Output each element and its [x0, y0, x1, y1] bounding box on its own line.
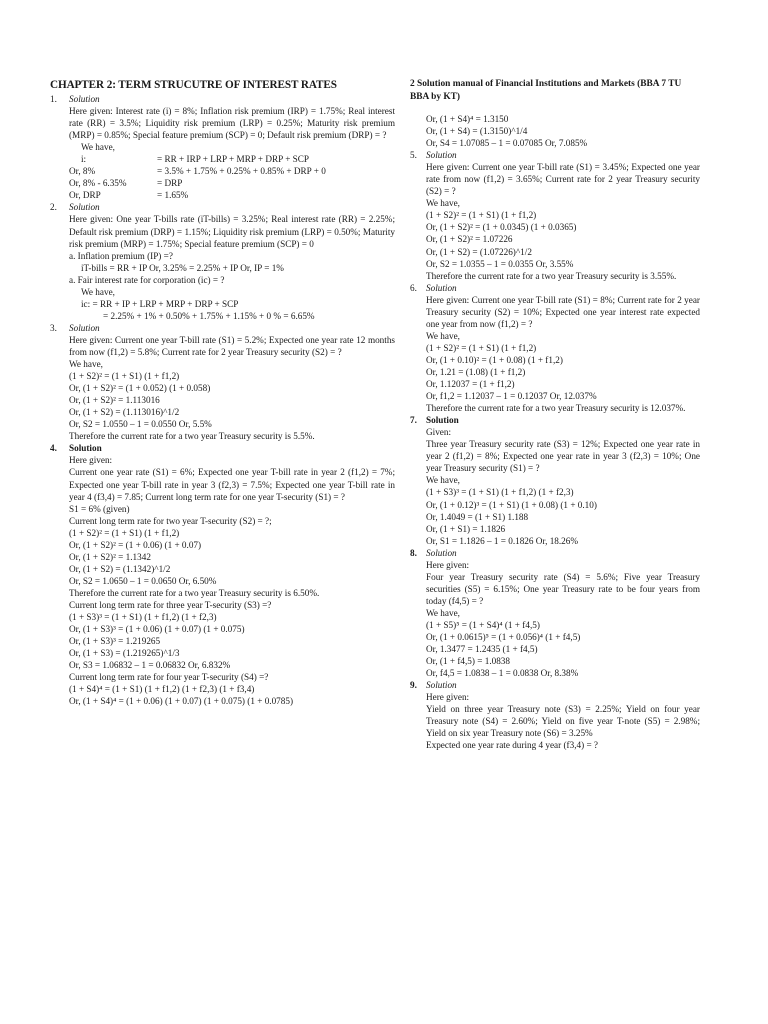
solution-number: 2.: [50, 202, 57, 213]
conclusion: Therefore the current rate for a two year Treasury security is 3.55%.: [426, 270, 677, 281]
given-label: Here given:: [426, 559, 470, 570]
equation-line: Or, 1.4049 = (1 + S1) 1.188: [426, 511, 529, 522]
equation-line: Or, (1 + 0.12)³ = (1 + S1) (1 + 0.08) (1 + 0.10): [426, 499, 597, 510]
equation-line: (1 + S2)² = (1 + S1) (1 + f1,2): [426, 210, 537, 221]
we-have: We have,: [426, 330, 460, 341]
given-text: Yield on three year Treasury note (S3) = 2.25%; Yield on four year Treasury note (S4) = 2.60%; Yield on five year T-note (S5) = 2.98%; Yield on six year Treasury note (S6) = 3.25%: [426, 704, 700, 739]
solution-heading: Solution: [426, 547, 457, 558]
given-text: Four year Treasury security rate (S4) = 5.6%; Five year Treasury securities (S5) = 6.15%; One year Treasury rate to be four years from today (f4,5) = ?: [426, 571, 700, 606]
equation-line: Current long term rate for four year T-security (S4) =?: [69, 672, 269, 683]
solution-heading: Solution: [426, 680, 457, 691]
equation-line: Or, (1 + S2)² = 1.113016: [69, 395, 160, 406]
conclusion: Therefore the current rate for a two year Treasury security is 5.5%.: [69, 431, 315, 442]
solution-heading: Solution: [69, 94, 100, 104]
equation-line: Or, 1.21 = (1.08) (1 + f1,2): [426, 366, 526, 377]
equation-line: Or, (1 + S3) = (1.219265)^1/3: [69, 648, 180, 659]
given-text: Here given: Interest rate (i) = 8%; Inflation risk premium (IRP) = 1.75%; Real interest rate (RR) = 3.5%; Liquidity risk premium (LRP) = 0.25%; Maturity risk premium (MRP) = 0.85%; Special feature premium (SCP) = 0; Default risk premium (DRP) = ?: [69, 106, 395, 141]
solution-heading: Solution: [426, 150, 457, 161]
given-label: Here given:: [69, 455, 113, 466]
equation-line: (1 + S5)⁵ = (1 + S4)⁴ (1 + f4,5): [426, 619, 540, 630]
equation-line: Current long term rate for two year T-security (S2) = ?;: [69, 515, 272, 526]
running-header: 2 Solution manual of Financial Institutions and Markets (BBA 7 TU BBA by KT): [410, 79, 682, 102]
solution-number: 1.: [50, 94, 57, 104]
given-text: Three year Treasury security rate (S3) = 12%; Expected one year rate in year 2 (f1,2) = 8%; Expected one year rate in year 3 (f2,3) = 10%; One year Treasury security (S1) = ?: [426, 439, 700, 474]
solution-heading: Solution: [426, 282, 457, 293]
right-column: [410, 78, 700, 751]
solution-5: [410, 149, 700, 282]
equation-line: We have,: [69, 359, 103, 370]
solution-heading: Solution: [69, 443, 102, 454]
equation-line: (1 + S2)² = (1 + S1) (1 + f1,2): [426, 342, 537, 353]
solution-6: [410, 282, 700, 415]
we-have: We have,: [426, 607, 460, 618]
given-text: Here given: Current one year T-bill rate (S1) = 3.45%; Expected one year rate from now (f1,2) = 3.65%; Current rate for 2 year Treasury security (S2) = ?: [426, 162, 700, 197]
equation-line: Or, f1,2 = 1.12037 – 1 = 0.12037 Or, 12.037%: [426, 391, 597, 402]
conclusion: Therefore the current rate for a two year Treasury security is 12.037%.: [426, 403, 686, 414]
we-have: We have,: [81, 142, 115, 153]
equation-line: Or, S2 = 1.0650 – 1 = 0.0650 Or, 6.50%: [69, 575, 217, 586]
equation-row: Or, 8% - 6.35% = DRP: [69, 178, 183, 189]
equation-line: = 2.25% + 1% + 0.50% + 1.75% + 1.15% + 0 % = 6.65%: [103, 310, 315, 321]
equation-line: Or, (1 + S2) = (1.113016)^1/2: [69, 407, 180, 418]
left-column: [50, 78, 395, 707]
solution-2: [50, 201, 395, 321]
equation-line: Or, (1 + S2) = (1.07226)^1/2: [426, 246, 532, 257]
solution-number: 6.: [410, 282, 417, 293]
we-have: We have,: [81, 286, 115, 297]
equation-line: Or, (1 + S3)³ = (1 + 0.06) (1 + 0.07) (1 + 0.075): [69, 624, 245, 635]
equation-line: (1 + S2)² = (1 + S1) (1 + f1,2): [69, 371, 180, 382]
equation-row: Or, 8% = 3.5% + 1.75% + 0.25% + 0.85% + DRP + 0: [69, 166, 326, 177]
given-text: Here given: Current one year T-bill rate (S1) = 8%; Current rate for 2 year Treasury security (S2) = 10%; Expected one year interest rate expected one year from now (f1,2) = ?: [426, 294, 700, 329]
equation-line: S1 = 6% (given): [69, 503, 130, 514]
equation-line: Current long term rate for three year T-security (S3) =?: [69, 599, 272, 610]
equation-line: Or, S2 = 1.0550 – 1 = 0.0550 Or, 5.5%: [69, 419, 212, 430]
solution-heading: Solution: [426, 415, 459, 426]
equation-line: Or, (1 + S1) = 1.1826: [426, 523, 506, 534]
equation-line: Or, (1 + S2)² = (1 + 0.052) (1 + 0.058): [69, 383, 211, 394]
equation-line: (1 + S3)³ = (1 + S1) (1 + f1,2) (1 + f2,3): [69, 612, 217, 623]
equation-line: Or, (1 + 0.10)² = (1 + 0.08) (1 + f1,2): [426, 354, 563, 365]
solution-number: 9.: [410, 680, 417, 691]
equation-line: Or, S3 = 1.06832 – 1 = 0.06832 Or, 6.832%: [69, 660, 231, 671]
equation-line: ic: = RR + IP + LRP + MRP + DRP + SCP: [81, 298, 239, 309]
we-have: We have,: [426, 475, 460, 486]
solution-7: [410, 414, 700, 547]
equation-line: (1 + S3)³ = (1 + S1) (1 + f1,2) (1 + f2,3): [426, 487, 574, 498]
solution-heading: Solution: [69, 202, 100, 213]
solution-number: 5.: [410, 150, 417, 161]
equation-line: Or, f4,5 = 1.0838 – 1 = 0.0838 Or, 8.38%: [426, 668, 579, 679]
equation-line: Or, 1.12037 = (1 + f1,2): [426, 379, 515, 390]
equation-line: Or, (1 + S4)⁴ = (1 + 0.06) (1 + 0.07) (1 + 0.075) (1 + 0.0785): [69, 696, 294, 707]
equation-line: Or, S1 = 1.1826 – 1 = 0.1826 Or, 18.26%: [426, 535, 579, 546]
solution-3: [50, 322, 395, 442]
equation-line: Or, (1 + S2) = (1.1342)^1/2: [69, 563, 171, 574]
solution-number: 3.: [50, 322, 57, 333]
equation-line: Or, (1 + 0.0615)⁵ = (1 + 0.056)⁴ (1 + f4,5): [426, 632, 581, 643]
equation-line: iT-bills = RR + IP Or, 3.25% = 2.25% + IP Or, IP = 1%: [81, 262, 284, 273]
equation-line: Or, 1.3477 = 1.2435 (1 + f4,5): [426, 644, 538, 655]
continuation-block: [426, 113, 700, 149]
given-text: Here given: One year T-bills rate (iT-bills) = 3.25%; Real interest rate (RR) = 2.25%; Default risk premium (DRP) = 1.15%; Liquidity risk premium (LRP) = 0.50%; Maturity risk premium (MRP) = 1.75%; Special feature premium (SCP) = 0: [69, 214, 395, 249]
equation-line: (1 + S4)⁴ = (1 + S1) (1 + f1,2) (1 + f2,3) (1 + f3,4): [69, 684, 255, 695]
solution-4: [50, 442, 395, 707]
equation-line: Or, (1 + S2)² = 1.07226: [426, 234, 513, 245]
equation-line: (1 + S2)² = (1 + S1) (1 + f1,2): [69, 527, 180, 538]
sub-question-b: a. Fair interest rate for corporation (ic) = ?: [69, 274, 225, 285]
equation-line: Or, S4 = 1.07085 – 1 = 0.07085 Or, 7.085%: [426, 138, 588, 149]
equation-line: Or, (1 + S2)² = 1.1342: [69, 551, 151, 562]
solution-1: [50, 93, 395, 201]
sub-question-a: a. Inflation premium (IP) =?: [69, 250, 173, 261]
solution-number: 4.: [50, 443, 57, 454]
given-label: Given:: [426, 427, 452, 438]
equation-line: Or, (1 + S2)² = (1 + 0.06) (1 + 0.07): [69, 539, 202, 550]
we-have: We have,: [426, 198, 460, 209]
given-text: Current one year rate (S1) = 6%; Expected one year T-bill rate in year 2 (f1,2) = 7%; Expected one year T-bill rate in year 3 (f2,3) = 7.5%; Expected one year T-bill rate in year 4 (f3,4) = 7.85; Current long term rate for one year T-security (S1) = ?: [69, 467, 395, 502]
equation-line: Or, (1 + f4,5) = 1.0838: [426, 656, 510, 667]
solution-number: 7.: [410, 415, 417, 426]
solution-9: [410, 679, 700, 751]
question-line: Expected one year rate during 4 year (f3,4) = ?: [426, 740, 599, 751]
given-label: Here given:: [426, 692, 470, 703]
equation-line: Or, (1 + S4) = (1.3150)^1/4: [426, 126, 528, 137]
equation-line: Or, (1 + S4)⁴ = 1.3150: [426, 114, 509, 124]
solution-8: [410, 547, 700, 680]
solution-heading: Solution: [69, 322, 100, 333]
equation-line: Or, S2 = 1.0355 – 1 = 0.0355 Or, 3.55%: [426, 258, 574, 269]
chapter-title: CHAPTER 2: TERM STRUCUTRE OF INTEREST RATES: [50, 79, 337, 91]
conclusion: Therefore the current rate for a two year Treasury security is 6.50%.: [69, 587, 320, 598]
equation-row: i: = RR + IRP + LRP + MRP + DRP + SCP: [81, 154, 310, 165]
equation-row: Or, DRP = 1.65%: [69, 190, 189, 201]
given-text: Here given: Current one year T-bill rate (S1) = 5.2%; Expected one year rate 12 months from now (f1,2) = 5.8%; Current rate for 2 year Treasury security (S2) = ?: [69, 334, 395, 357]
equation-line: Or, (1 + S2)² = (1 + 0.0345) (1 + 0.0365): [426, 222, 577, 233]
equation-line: Or, (1 + S3)³ = 1.219265: [69, 636, 161, 647]
solution-number: 8.: [410, 547, 417, 558]
